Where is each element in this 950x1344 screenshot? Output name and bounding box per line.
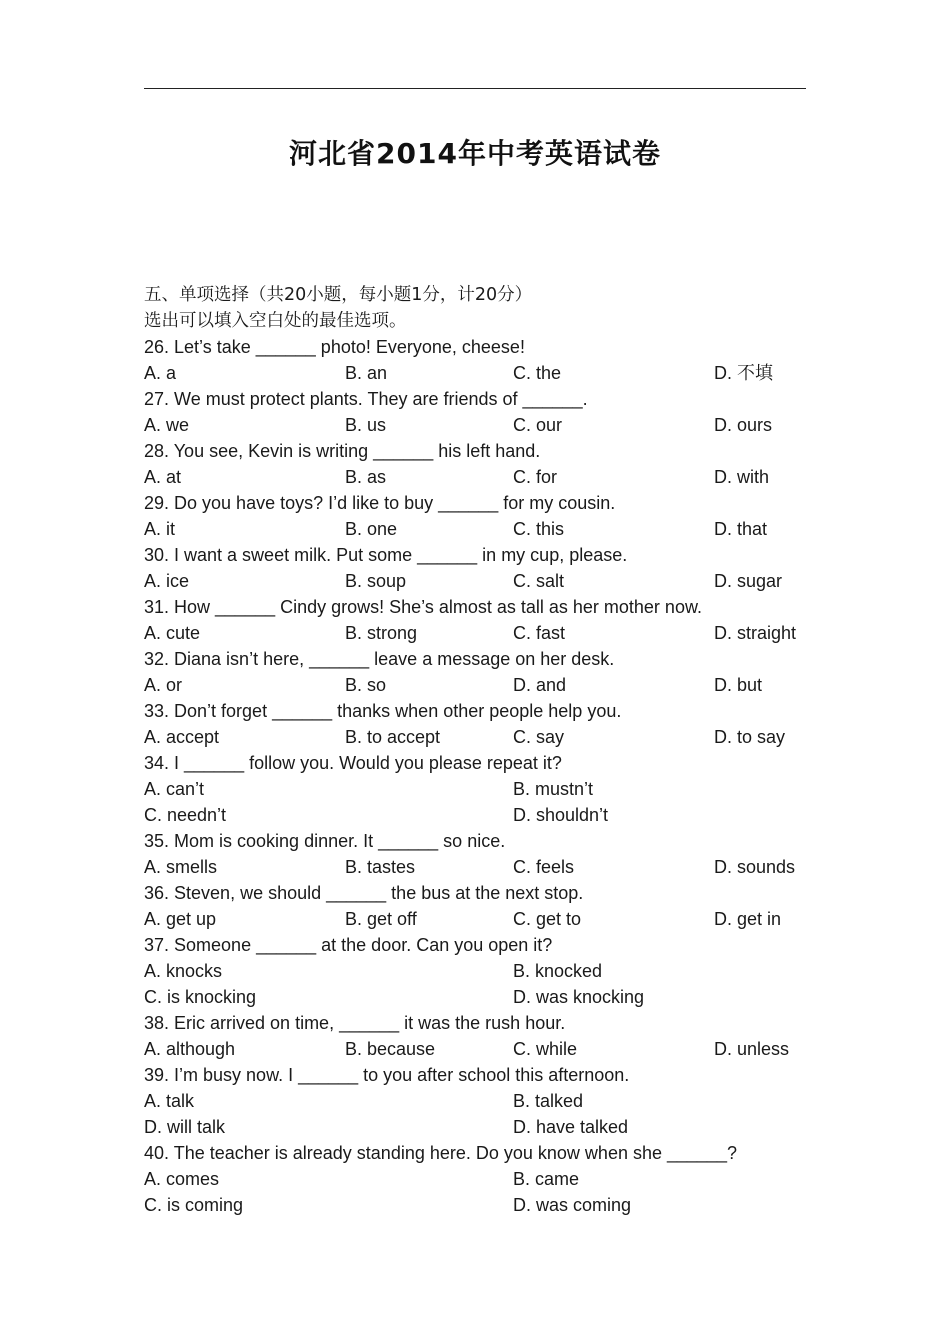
answer-option: D. to say xyxy=(714,727,786,747)
question-stem: 38. Eric arrived on time, ______ it was the rush hour. xyxy=(144,1013,566,1033)
question-list xyxy=(144,334,824,1218)
question-item xyxy=(144,646,824,698)
options-row xyxy=(144,360,824,386)
header-rule xyxy=(144,88,806,89)
answer-option: A. cute xyxy=(144,623,201,643)
answer-option: D. that xyxy=(714,519,768,539)
answer-option: D. and xyxy=(513,675,567,695)
options-row xyxy=(144,1114,824,1140)
answer-option: D. will talk xyxy=(144,1117,226,1137)
question-stem: 33. Don’t forget ______ thanks when other people help you. xyxy=(144,701,622,721)
answer-option: A. a xyxy=(144,363,177,383)
answer-option: A. we xyxy=(144,415,190,435)
question-stem: 30. I want a sweet milk. Put some ______ in my cup, please. xyxy=(144,545,628,565)
answer-option: D. was knocking xyxy=(513,987,645,1007)
options-row xyxy=(144,1166,824,1192)
answer-option: A. comes xyxy=(144,1169,220,1189)
answer-option: B. tastes xyxy=(345,857,416,877)
question-stem: 32. Diana isn’t here, ______ leave a message on her desk. xyxy=(144,649,615,669)
question-stem: 29. Do you have toys? I’d like to buy ______ for my cousin. xyxy=(144,493,616,513)
question-item xyxy=(144,750,824,828)
section-instruction: 选出可以填入空白处的最佳选项。 xyxy=(144,311,407,331)
answer-option: C. feels xyxy=(513,857,575,877)
question-item xyxy=(144,828,824,880)
answer-option: A. knocks xyxy=(144,961,223,981)
options-row xyxy=(144,1192,824,1218)
answer-option: A. at xyxy=(144,467,182,487)
answer-option: A. can’t xyxy=(144,779,205,799)
page-title: 河北省2014年中考英语试卷 xyxy=(289,137,661,170)
answer-option: B. to accept xyxy=(345,727,441,747)
question-stem: 27. We must protect plants. They are friends of ______. xyxy=(144,389,588,409)
answer-option: D. sugar xyxy=(714,571,783,591)
answer-option: A. ice xyxy=(144,571,190,591)
question-item xyxy=(144,1010,824,1062)
options-row xyxy=(144,464,824,490)
answer-option: C. our xyxy=(513,415,563,435)
answer-option: B. as xyxy=(345,467,387,487)
answer-option: B. soup xyxy=(345,571,407,591)
answer-option: C. for xyxy=(513,467,558,487)
question-item xyxy=(144,932,824,1010)
options-row xyxy=(144,776,824,802)
answer-option: B. strong xyxy=(345,623,418,643)
options-row xyxy=(144,1088,824,1114)
answer-option: B. an xyxy=(345,363,388,383)
options-row xyxy=(144,568,824,594)
answer-option: B. so xyxy=(345,675,387,695)
question-stem: 40. The teacher is already standing here. Do you know when she ______? xyxy=(144,1143,738,1163)
answer-option: A. get up xyxy=(144,909,217,929)
answer-option: A. talk xyxy=(144,1091,195,1111)
question-stem: 34. I ______ follow you. Would you please repeat it? xyxy=(144,753,562,773)
answer-option: D. shouldn’t xyxy=(513,805,609,825)
answer-option: C. is knocking xyxy=(144,987,257,1007)
answer-option: C. get to xyxy=(513,909,582,929)
question-item xyxy=(144,698,824,750)
answer-option: C. salt xyxy=(513,571,565,591)
question-stem: 36. Steven, we should ______ the bus at the next stop. xyxy=(144,883,584,903)
answer-option: D. was coming xyxy=(513,1195,632,1215)
answer-option: B. one xyxy=(345,519,398,539)
section-heading: 五、单项选择（共20小题，每小题1分，计20分） xyxy=(144,285,533,305)
answer-option: C. while xyxy=(513,1039,578,1059)
options-row xyxy=(144,984,824,1010)
answer-option: A. it xyxy=(144,519,176,539)
answer-option: D. get in xyxy=(714,909,782,929)
answer-option: C. is coming xyxy=(144,1195,244,1215)
answer-option: C. the xyxy=(513,363,562,383)
answer-option: D. sounds xyxy=(714,857,796,877)
options-row xyxy=(144,620,824,646)
options-row xyxy=(144,1036,824,1062)
question-stem: 28. You see, Kevin is writing ______ his left hand. xyxy=(144,441,541,461)
answer-option: C. this xyxy=(513,519,565,539)
answer-option: C. fast xyxy=(513,623,566,643)
question-stem: 37. Someone ______ at the door. Can you open it? xyxy=(144,935,553,955)
answer-option: D. ours xyxy=(714,415,773,435)
question-item xyxy=(144,880,824,932)
answer-option: B. mustn’t xyxy=(513,779,594,799)
options-row xyxy=(144,854,824,880)
options-row xyxy=(144,412,824,438)
answer-option: D. unless xyxy=(714,1039,790,1059)
options-row xyxy=(144,958,824,984)
options-row xyxy=(144,516,824,542)
answer-option: D. but xyxy=(714,675,763,695)
options-row xyxy=(144,724,824,750)
question-item xyxy=(144,594,824,646)
question-item xyxy=(144,334,824,386)
question-item xyxy=(144,438,824,490)
question-stem: 35. Mom is cooking dinner. It ______ so nice. xyxy=(144,831,506,851)
answer-option: A. or xyxy=(144,675,183,695)
answer-option: A. although xyxy=(144,1039,236,1059)
options-row xyxy=(144,906,824,932)
options-row xyxy=(144,672,824,698)
question-item xyxy=(144,386,824,438)
answer-option: B. us xyxy=(345,415,387,435)
answer-option: C. say xyxy=(513,727,565,747)
answer-option: D. with xyxy=(714,467,770,487)
answer-option: D. straight xyxy=(714,623,797,643)
answer-option: D. have talked xyxy=(513,1117,629,1137)
question-stem: 39. I’m busy now. I ______ to you after school this afternoon. xyxy=(144,1065,630,1085)
answer-option: B. get off xyxy=(345,909,417,929)
question-item xyxy=(144,1062,824,1140)
question-stem: 26. Let’s take ______ photo! Everyone, cheese! xyxy=(144,337,525,357)
options-row xyxy=(144,802,824,828)
answer-option: B. knocked xyxy=(513,961,603,981)
answer-option: D. 不填 xyxy=(714,363,774,383)
answer-option: C. needn’t xyxy=(144,805,227,825)
question-item xyxy=(144,490,824,542)
question-item xyxy=(144,1140,824,1218)
question-item xyxy=(144,542,824,594)
answer-option: A. accept xyxy=(144,727,220,747)
answer-option: B. because xyxy=(345,1039,436,1059)
answer-option: A. smells xyxy=(144,857,218,877)
question-section xyxy=(144,282,824,1218)
answer-option: B. talked xyxy=(513,1091,584,1111)
question-stem: 31. How ______ Cindy grows! She’s almost as tall as her mother now. xyxy=(144,597,702,617)
answer-option: B. came xyxy=(513,1169,580,1189)
